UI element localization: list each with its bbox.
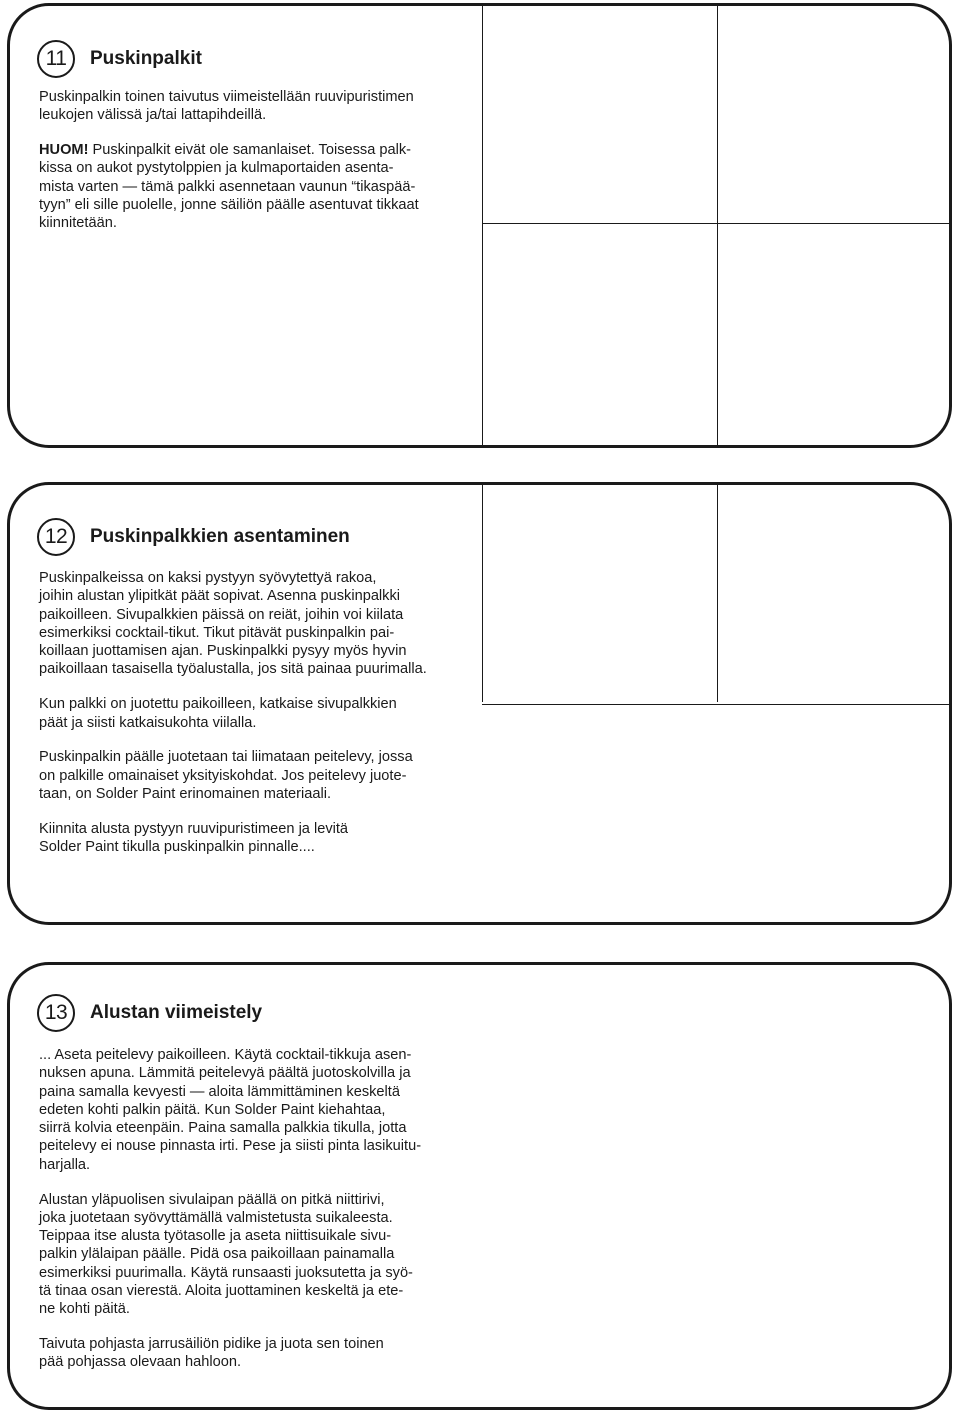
panel-divider-horizontal xyxy=(482,223,949,224)
text-line: Kun palkki on juotettu paikoilleen, katkaise sivupalkkien xyxy=(39,696,397,713)
text-line: leukojen välissä ja/tai lattapihdeillä. xyxy=(39,107,267,124)
paragraph xyxy=(39,1335,484,1372)
step-title: Alustan viimeistely xyxy=(90,1002,263,1023)
text-line: Taivuta pohjasta jarrusäiliön pidike ja juota sen toinen xyxy=(39,1336,384,1353)
text-line: Teippaa itse alusta työtasolle ja aseta niittisuikale sivu- xyxy=(39,1228,392,1245)
text-line: tä tinaa osan vierestä. Aloita juottaminen keskeltä ja ete- xyxy=(39,1283,404,1300)
text-line: Alustan yläpuolisen sivulaipan päällä on pitkä niittirivi, xyxy=(39,1191,385,1208)
paragraph xyxy=(39,569,484,679)
step-12-header xyxy=(37,518,350,556)
step-11-box xyxy=(7,3,952,448)
text-line: taan, on Solder Paint erinomainen materiaali. xyxy=(39,785,332,802)
step-number-badge: 11 xyxy=(37,40,75,78)
text-line: kissa on aukot pystytolppien ja kulmaportaiden asenta- xyxy=(39,160,394,177)
text-line: paikoillaan tasaisella työalustalla, jos sitä painaa puurimalla. xyxy=(39,661,427,678)
panel-divider-horizontal xyxy=(482,704,949,705)
step-13-header xyxy=(37,994,262,1032)
text-line: Puskinpalkin päälle juotetaan tai liimataan peitelevy, jossa xyxy=(39,749,413,766)
paragraph xyxy=(39,141,484,232)
text-line: Puskinpalkeissa on kaksi pystyyn syövytettyä rakoa, xyxy=(39,570,377,586)
text-line: esimerkiksi cocktail-tikut. Tikut pitävät puskinpalkin pai- xyxy=(39,624,395,641)
paragraph xyxy=(39,88,484,125)
text-line: ... Aseta peitelevy paikoilleen. Käytä cocktail-tikkuja asen- xyxy=(39,1047,412,1063)
text-line: pää pohjassa olevaan hahloon. xyxy=(39,1354,242,1371)
text-line: Solder Paint tikulla puskinpalkin pinnalle.... xyxy=(39,839,315,856)
text-line: peitelevy ei nouse pinnasta irti. Pese ja siisti pinta lasikuitu- xyxy=(39,1138,422,1155)
text-line: nuksen apuna. Lämmitä peitelevyä päältä juotoskolvilla ja xyxy=(39,1065,411,1082)
text-line: mista varten — tämä palkki asennetaan vaunun “tikaspää- xyxy=(39,178,416,195)
paragraph xyxy=(39,1191,484,1319)
text-line: Kiinnita alusta pystyyn ruuvipuristimeen ja levitä xyxy=(39,820,349,837)
paragraph xyxy=(39,748,484,803)
paragraph xyxy=(39,695,484,732)
text-line: on palkille omainaiset yksityiskohdat. Jos peitelevy juote- xyxy=(39,767,407,784)
step-11-body xyxy=(39,88,484,249)
text-line: esimerkiksi puurimalla. Käytä runsaasti juoksutetta ja syö- xyxy=(39,1264,413,1281)
panel-divider-vertical xyxy=(482,485,483,702)
text-line: edeten kohti palkin päitä. Kun Solder Paint kiehahtaa, xyxy=(39,1101,386,1118)
text-line: koillaan juottamisen ajan. Puskinpalkki pysyy myös hyvin xyxy=(39,643,407,660)
step-13-body xyxy=(39,1046,484,1388)
step-title: Puskinpalkit xyxy=(90,48,202,69)
text-line: kiinnitetään. xyxy=(39,215,117,232)
text-line: harjalla. xyxy=(39,1156,91,1173)
text-line: paina samalla kevyesti — aloita lämmittäminen keskeltä xyxy=(39,1083,400,1100)
step-11-header xyxy=(37,40,202,78)
step-title: Puskinpalkkien asentaminen xyxy=(90,526,350,547)
text-line: tyyn” eli sille puolelle, jonne säiliön päälle asentuvat tikkaat xyxy=(39,196,419,213)
paragraph xyxy=(39,820,484,857)
step-number-badge: 12 xyxy=(37,518,75,556)
text-line: Puskinpalkin toinen taivutus viimeistellään ruuvipuristimen xyxy=(39,89,414,105)
text-line: joka juotetaan syövyttämällä valmistetusta suikaleesta. xyxy=(39,1209,393,1226)
text-line: päät ja siisti katkaisukohta viilalla. xyxy=(39,714,257,731)
step-12-box xyxy=(7,482,952,925)
text-line: palkin ylälaipan päälle. Pidä osa paikoillaan painamalla xyxy=(39,1246,395,1263)
text-line: ne kohti päitä. xyxy=(39,1301,130,1318)
paragraph xyxy=(39,1046,484,1174)
step-13-box xyxy=(7,962,952,1410)
step-12-body xyxy=(39,569,484,873)
panel-divider-vertical xyxy=(482,6,483,445)
panel-divider-vertical xyxy=(717,485,718,702)
text-line: siirrä kolvia eteenpäin. Paina samalla palkkia tikulla, jotta xyxy=(39,1120,407,1137)
text-line: paikoilleen. Sivupalkkien päissä on reiät, joihin voi kiilata xyxy=(39,606,404,623)
panel-divider-vertical xyxy=(717,6,718,445)
text-line: joihin alustan ylipitkät päät sopivat. Asenna puskinpalkki xyxy=(39,588,401,605)
text-line: HUOM! Puskinpalkit eivät ole samanlaiset. Toisessa palk- xyxy=(39,142,412,159)
step-number-badge: 13 xyxy=(37,994,75,1032)
